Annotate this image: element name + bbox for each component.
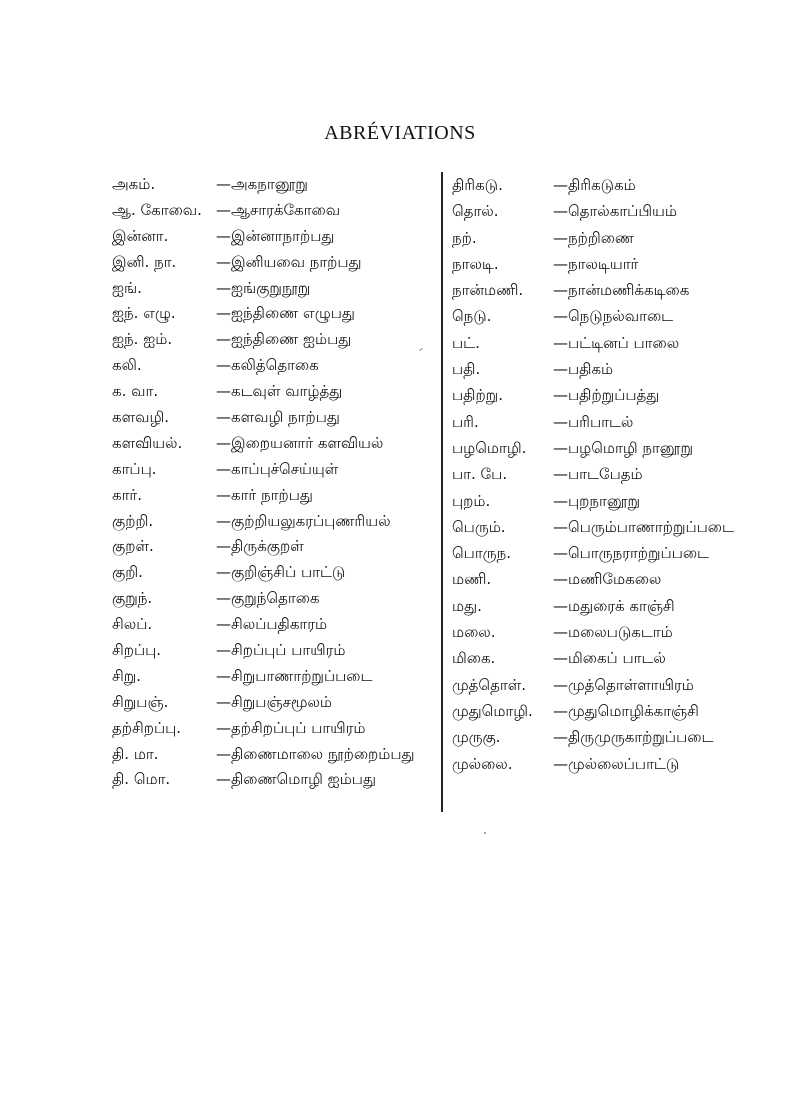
abbreviation-entry	[112, 690, 432, 716]
abbreviation-expansion: —ஆசாரக்கோவை	[216, 200, 341, 219]
abbreviation-entry	[452, 277, 772, 303]
abbreviation-expansion: —பதிகம்	[553, 360, 614, 379]
abbreviation-entry	[452, 540, 772, 566]
abbreviation-term: நற்.	[452, 228, 477, 247]
abbreviation-term: குற்றி.	[112, 511, 154, 530]
abbreviation-expansion: —பரிபாடல்	[553, 412, 634, 431]
page-title: ABRÉVIATIONS	[324, 122, 476, 144]
abbreviation-term: சிறுபஞ்.	[112, 692, 169, 711]
abbreviation-term: ஐந். ஐம்.	[112, 330, 173, 349]
abbreviation-expansion: —கலித்தொகை	[216, 356, 319, 375]
abbreviation-entry	[452, 672, 772, 698]
abbreviation-expansion: —பாடபேதம்	[553, 465, 643, 484]
abbreviation-expansion: —முதுமொழிக்காஞ்சி	[553, 701, 699, 720]
abbreviation-entry	[112, 638, 432, 664]
abbreviation-term: கலி.	[112, 356, 142, 375]
abbreviation-expansion: —முல்லைப்பாட்டு	[553, 754, 680, 773]
abbreviation-entry	[112, 767, 432, 793]
abbreviation-expansion: —மலைபடுகடாம்	[553, 623, 673, 642]
abbreviation-entry	[112, 716, 432, 742]
abbreviation-term: மணி.	[452, 570, 492, 589]
abbreviation-expansion: —சிறுபாணாற்றுப்படை	[216, 666, 373, 685]
abbreviation-entry	[452, 172, 772, 198]
abbreviation-entry	[112, 483, 432, 509]
scan-speck	[484, 832, 486, 834]
abbreviation-term: குறள்.	[112, 537, 154, 556]
abbreviation-term: குறி.	[112, 563, 143, 582]
abbreviation-entry	[452, 724, 772, 750]
abbreviation-term: பொருந.	[452, 544, 511, 563]
abbreviation-entry	[112, 405, 432, 431]
abbreviation-entry	[112, 586, 432, 612]
abbreviation-entry	[452, 198, 772, 224]
abbreviation-entry	[112, 301, 432, 327]
abbreviation-term: நெடு.	[452, 307, 492, 326]
abbreviation-expansion: —கார் நாற்பது	[216, 485, 313, 504]
abbreviation-term: கார்.	[112, 485, 143, 504]
abbreviation-expansion: —சிலப்பதிகாரம்	[216, 615, 328, 634]
abbreviation-expansion: —இன்னாநாற்பது	[216, 226, 335, 245]
abbreviation-expansion: —மதுரைக் காஞ்சி	[553, 596, 675, 615]
abbreviation-expansion: —தொல்காப்பியம்	[553, 202, 677, 221]
abbreviation-term: க. வா.	[112, 382, 159, 401]
abbreviation-entry	[112, 534, 432, 560]
abbreviation-expansion: —நான்மணிக்கடிகை	[553, 281, 690, 300]
abbreviation-term: சிறப்பு.	[112, 641, 162, 660]
abbreviation-term: பதிற்று.	[452, 386, 503, 405]
abbreviation-term: ஆ. கோவை.	[112, 200, 202, 219]
abbreviation-expansion: —பட்டினப் பாலை	[553, 333, 680, 352]
left-abbreviation-column	[112, 172, 432, 793]
abbreviation-entry	[112, 742, 432, 768]
abbreviation-term: முதுமொழி.	[452, 701, 533, 720]
abbreviation-entry	[112, 509, 432, 535]
abbreviation-entry	[452, 593, 772, 619]
abbreviation-expansion: —திணைமாலை நூற்றைம்பது	[216, 744, 415, 763]
abbreviation-term: ஐங்.	[112, 278, 142, 297]
abbreviation-entry	[112, 327, 432, 353]
abbreviation-expansion: —இனியவை நாற்பது	[216, 252, 362, 271]
abbreviation-entry	[452, 698, 772, 724]
column-divider	[441, 172, 443, 812]
abbreviation-entry	[112, 560, 432, 586]
abbreviation-entry	[452, 488, 772, 514]
abbreviation-term: பழமொழி.	[452, 438, 527, 457]
abbreviation-entry	[112, 172, 432, 198]
abbreviation-expansion: —மணிமேகலை	[553, 570, 662, 589]
abbreviation-term: தற்சிறப்பு.	[112, 718, 182, 737]
abbreviation-term: நாலடி.	[452, 254, 499, 273]
abbreviation-entry	[452, 356, 772, 382]
abbreviation-entry	[112, 198, 432, 224]
abbreviation-term: குறுந்.	[112, 589, 153, 608]
abbreviation-term: இனி. நா.	[112, 252, 177, 271]
abbreviation-entry	[452, 435, 772, 461]
abbreviation-expansion: —சிறுபஞ்சமூலம்	[216, 692, 333, 711]
abbreviation-entry	[452, 645, 772, 671]
abbreviation-entry	[112, 353, 432, 379]
abbreviation-term: சிலப்.	[112, 615, 153, 634]
abbreviation-term: மிகை.	[452, 649, 496, 668]
abbreviation-entry	[112, 431, 432, 457]
abbreviation-expansion: —ஐந்திணை எழுபது	[216, 304, 355, 323]
abbreviation-term: தொல்.	[452, 202, 499, 221]
abbreviation-term: களவழி.	[112, 408, 170, 427]
abbreviation-expansion: —பழமொழி நானூறு	[553, 438, 694, 457]
abbreviation-expansion: —பதிற்றுப்பத்து	[553, 386, 660, 405]
abbreviation-entry	[452, 382, 772, 408]
abbreviation-expansion: —கடவுள் வாழ்த்து	[216, 382, 343, 401]
abbreviation-term: முருகு.	[452, 728, 501, 747]
abbreviation-entry	[112, 250, 432, 276]
abbreviation-expansion: —அகநானூறு	[216, 175, 308, 193]
abbreviation-entry	[112, 612, 432, 638]
abbreviation-term: பதி.	[452, 360, 481, 379]
abbreviation-expansion: —ஐங்குறுநூறு	[216, 278, 311, 297]
abbreviation-term: சிறு.	[112, 666, 142, 685]
abbreviation-term: காப்பு.	[112, 459, 157, 478]
abbreviation-entry	[452, 566, 772, 592]
abbreviation-expansion: —முத்தொள்ளாயிரம்	[553, 675, 694, 694]
abbreviation-entry	[112, 224, 432, 250]
abbreviation-entry	[452, 514, 772, 540]
abbreviation-term: அகம்.	[112, 175, 156, 193]
abbreviation-expansion: —ஐந்திணை ஐம்பது	[216, 330, 352, 349]
abbreviation-expansion: —பெரும்பாணாற்றுப்படை	[553, 517, 734, 536]
abbreviation-term: திரிகடு.	[452, 176, 503, 194]
abbreviation-expansion: —தற்சிறப்புப் பாயிரம்	[216, 718, 366, 737]
abbreviation-entry	[112, 379, 432, 405]
abbreviation-term: இன்னா.	[112, 226, 169, 245]
abbreviation-entry	[112, 664, 432, 690]
abbreviation-expansion: —திருமுருகாற்றுப்படை	[553, 728, 714, 747]
abbreviation-term: பெரும்.	[452, 517, 506, 536]
abbreviation-expansion: —சிறப்புப் பாயிரம்	[216, 641, 346, 660]
abbreviation-expansion: —திருக்குறள்	[216, 537, 304, 556]
abbreviation-expansion: —திணைமொழி ஐம்பது	[216, 770, 376, 789]
abbreviation-term: நான்மணி.	[452, 281, 524, 300]
abbreviation-term: மலை.	[452, 623, 496, 642]
abbreviation-expansion: —இறையனார் களவியல்	[216, 433, 384, 452]
abbreviation-term: புறம்.	[452, 491, 491, 510]
abbreviation-entry	[452, 461, 772, 487]
abbreviation-entry	[452, 303, 772, 329]
abbreviation-expansion: —குறிஞ்சிப் பாட்டு	[216, 563, 346, 582]
abbreviation-entry	[452, 751, 772, 777]
abbreviation-entry	[112, 457, 432, 483]
abbreviation-expansion: —குற்றியலுகரப்புணரியல்	[216, 511, 391, 530]
abbreviation-expansion: —நெடுநல்வாடை	[553, 307, 674, 326]
abbreviation-entry	[452, 225, 772, 251]
abbreviation-entry	[452, 619, 772, 645]
abbreviation-entry	[452, 330, 772, 356]
abbreviation-expansion: —களவழி நாற்பது	[216, 408, 340, 427]
abbreviation-expansion: —குறுந்தொகை	[216, 589, 320, 608]
abbreviation-expansion: —காப்புச்செய்யுள்	[216, 459, 339, 478]
abbreviation-expansion: —புறநானூறு	[553, 491, 641, 510]
abbreviation-term: களவியல்.	[112, 433, 183, 452]
abbreviation-entry	[112, 276, 432, 302]
abbreviation-term: மது.	[452, 596, 482, 615]
abbreviation-term: பரி.	[452, 412, 479, 431]
abbreviation-term: ஐந். எழு.	[112, 304, 176, 323]
abbreviation-term: முத்தொள்.	[452, 675, 527, 694]
right-abbreviation-column	[452, 172, 772, 777]
abbreviation-term: தி. மா.	[112, 744, 159, 763]
abbreviation-term: பா. பே.	[452, 465, 508, 484]
abbreviation-term: தி. மொ.	[112, 770, 171, 789]
abbreviation-entry	[452, 251, 772, 277]
abbreviation-expansion: —நாலடியார்	[553, 254, 639, 273]
abbreviation-expansion: —பொருநராற்றுப்படை	[553, 544, 709, 563]
abbreviation-expansion: —திரிகடுகம்	[553, 176, 636, 194]
abbreviation-expansion: —நற்றிணை	[553, 228, 635, 247]
abbreviation-term: பட்.	[452, 333, 480, 352]
abbreviation-expansion: —மிகைப் பாடல்	[553, 649, 666, 668]
abbreviation-entry	[452, 409, 772, 435]
abbreviation-term: முல்லை.	[452, 754, 513, 773]
